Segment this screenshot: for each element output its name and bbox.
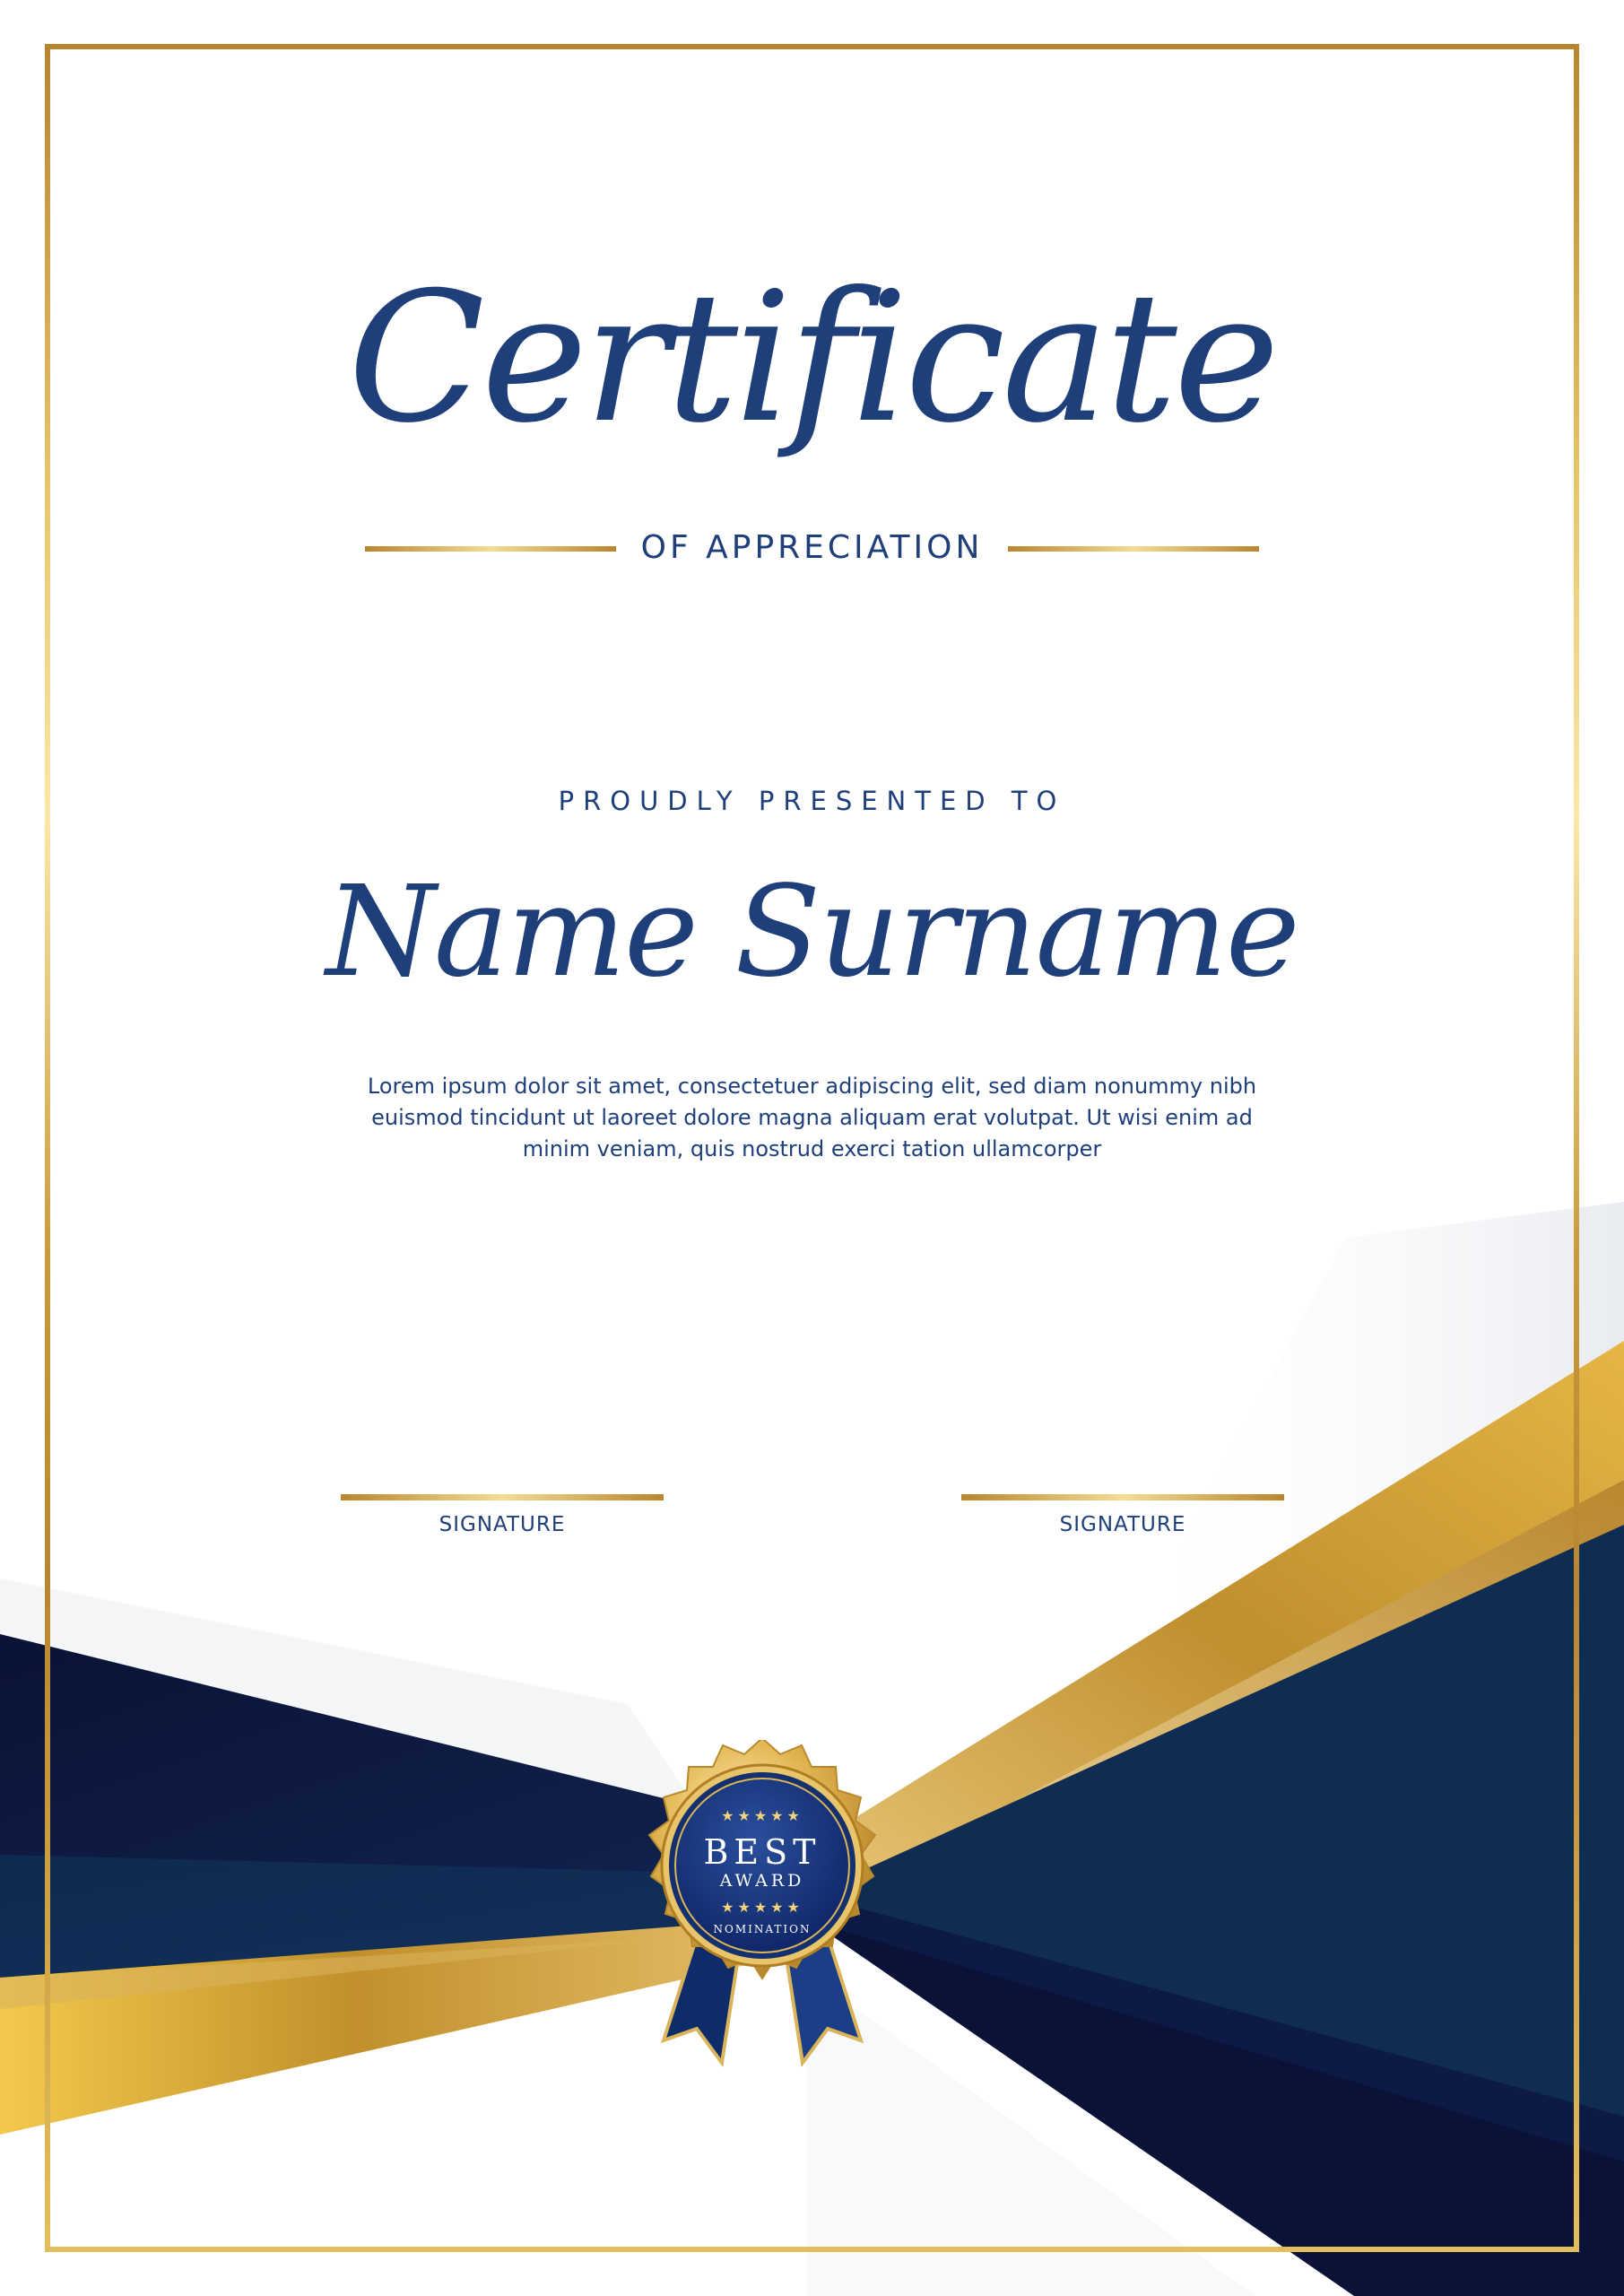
presented-label: PROUDLY PRESENTED TO (558, 786, 1066, 816)
badge-award-text: AWARD (719, 1871, 805, 1891)
signature-label-left: SIGNATURE (439, 1513, 566, 1536)
award-badge (632, 1740, 892, 2072)
recipient-name: Name Surname (326, 859, 1298, 1005)
signature-label-right: SIGNATURE (1059, 1513, 1186, 1536)
badge-stars-bottom: ★★★★★ (721, 1899, 803, 1916)
signature-line-left (341, 1494, 664, 1500)
certificate-subtitle: OF APPRECIATION (640, 529, 984, 566)
certificate-description: Lorem ipsum dolor sit amet, consectetuer adipiscing elit, sed diam nonummy nibh euismod tincidunt ut laoreet dolore magna aliquam erat volutpat. Ut wisi enim ad minim veniam, quis nostrud exerci tation ullamcorper (367, 1074, 1257, 1161)
signature-block-left (341, 1494, 664, 1536)
badge-best-text: BEST (703, 1832, 821, 1872)
badge-stars-top: ★★★★★ (721, 1807, 803, 1824)
signature-line-right (961, 1494, 1284, 1500)
subtitle-row (0, 526, 1624, 570)
badge-nomination-text: NOMINATION (713, 1923, 812, 1935)
certificate-title: Certificate (347, 254, 1277, 463)
signature-block-right (961, 1494, 1284, 1536)
